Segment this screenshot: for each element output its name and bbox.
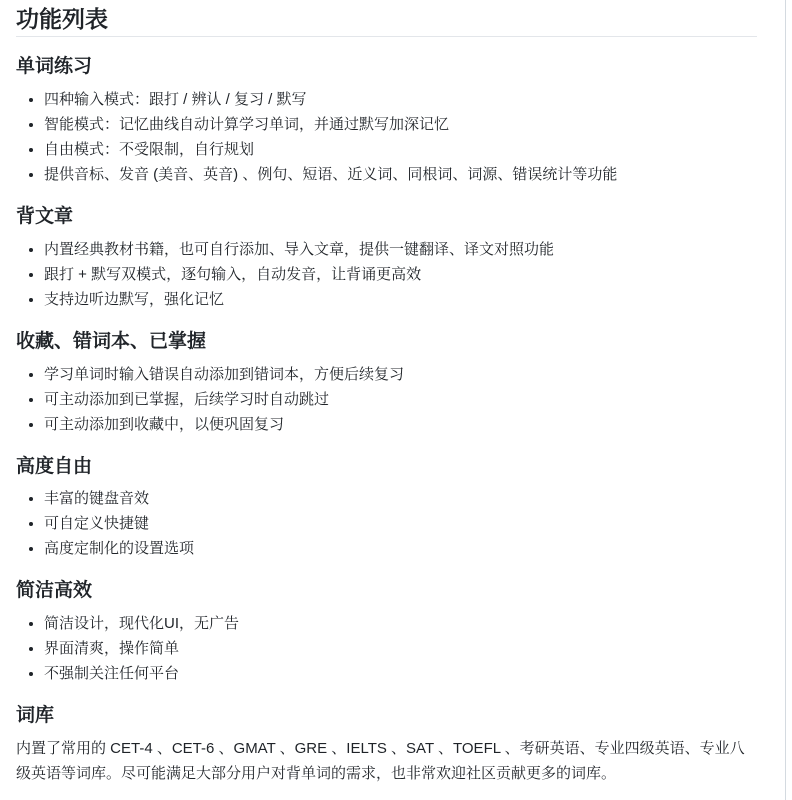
list-item: • 提供音标、发音 (美音、英音) 、例句、短语、近义词、同根词、词源、错误统计等功能 [44, 162, 757, 187]
list-item: • 简洁设计，现代化UI，无广告 [44, 611, 757, 636]
list-item: • 自由模式：不受限制，自行规划 [44, 137, 757, 162]
section-lexicon [16, 704, 757, 786]
section-heading-collections: 收藏、错词本、已掌握 [16, 330, 207, 352]
feature-list-collections [16, 362, 757, 437]
section-heading-word-practice: 单词练习 [16, 56, 93, 78]
list-item: • 不强制关注任何平台 [44, 661, 757, 686]
section-heading-freedom: 高度自由 [16, 455, 93, 477]
list-item: • 可自定义快捷键 [44, 511, 757, 536]
section-simplicity [16, 579, 757, 686]
lexicon-paragraph: 内置了常用的 CET-4 、CET-6 、GMAT 、GRE 、IELTS 、SAT 、TOEFL 、考研英语、专业四级英语、专业八级英语等词库。尽可能满足大部分用户对背单词的需求，也非常欢迎社区贡献更多的词库。 [16, 739, 745, 782]
section-freedom [16, 455, 757, 562]
list-item: • 支持边听边默写，强化记忆 [44, 287, 757, 312]
list-item: • 丰富的键盘音效 [44, 486, 757, 511]
feature-list-word-practice [16, 87, 757, 187]
list-item: • 高度定制化的设置选项 [44, 536, 757, 561]
section-article-recite [16, 205, 757, 312]
section-word-practice [16, 55, 757, 187]
section-heading-lexicon: 词库 [16, 705, 55, 727]
list-item: • 智能模式：记忆曲线自动计算学习单词，并通过默写加深记忆 [44, 112, 757, 137]
list-item: • 内置经典教材书籍，也可自行添加、导入文章，提供一键翻译、译文对照功能 [44, 237, 757, 262]
feature-list-article-recite [16, 237, 757, 312]
feature-list-simplicity [16, 611, 757, 686]
list-item: • 学习单词时输入错误自动添加到错词本，方便后续复习 [44, 362, 757, 387]
list-item: • 可主动添加到收藏中，以便巩固复习 [44, 412, 757, 437]
feature-list-freedom [16, 486, 757, 561]
section-heading-simplicity: 简洁高效 [16, 580, 93, 602]
section-collections [16, 330, 757, 437]
page-title: 功能列表 [16, 6, 757, 37]
list-item: • 界面清爽，操作简单 [44, 636, 757, 661]
list-item: • 可主动添加到已掌握，后续学习时自动跳过 [44, 387, 757, 412]
list-item: • 跟打 + 默写双模式，逐句输入，自动发音，让背诵更高效 [44, 262, 757, 287]
section-heading-article-recite: 背文章 [16, 206, 74, 228]
list-item: • 四种输入模式：跟打 / 辨认 / 复习 / 默写 [44, 87, 757, 112]
